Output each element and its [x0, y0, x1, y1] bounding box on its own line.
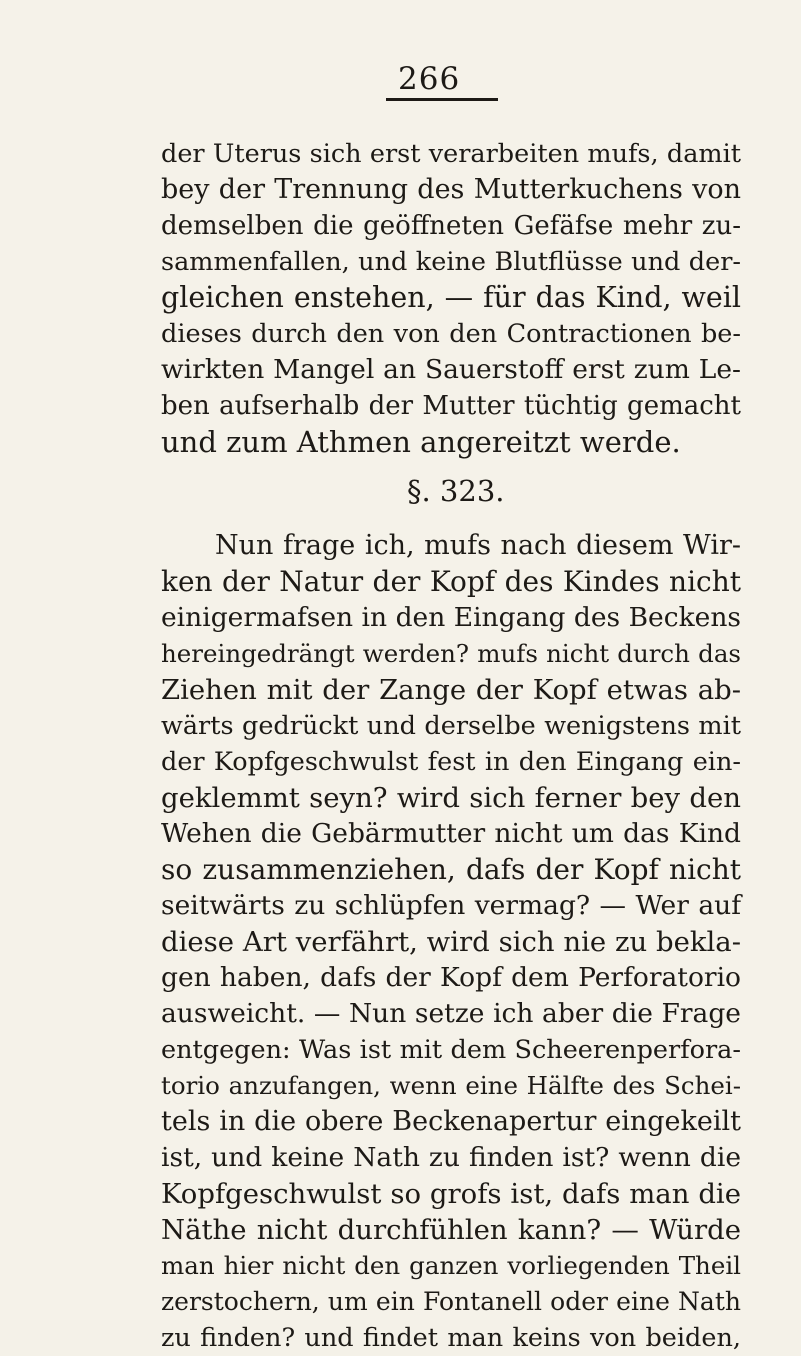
text-line: sammenfallen, und keine Blutflüsse und der-: [161, 247, 741, 277]
text-line: Wehen die Gebärmutter nicht um das Kind: [161, 818, 741, 849]
section-heading: §. 323.: [407, 474, 505, 508]
page-number: 266: [398, 61, 461, 97]
text-line: ist, und keine Nath zu finden ist? wenn die: [161, 1142, 741, 1173]
text-line: zu finden? und findet man keins von beiden,: [161, 1323, 741, 1353]
text-line: man hier nicht den ganzen vorliegenden Theil: [161, 1251, 741, 1280]
text-line: so zusammenziehen, dafs der Kopf nicht: [161, 853, 741, 886]
text-line: ben aufserhalb der Mutter tüchtig gemacht: [161, 391, 741, 421]
text-line: bey der Trennung des Mutterkuchens von: [161, 174, 741, 205]
text-line: Ziehen mit der Zange der Kopf etwas ab-: [161, 674, 741, 706]
text-line: hereingedrängt werden? mufs nicht durch das: [161, 639, 741, 668]
text-line: und zum Athmen angereitzt werde.: [161, 425, 681, 459]
text-line: einigermafsen in den Eingang des Beckens: [161, 602, 741, 633]
text-line: Kopfgeschwulst so grofs ist, dafs man die: [161, 1178, 741, 1210]
text-line: geklemmt seyn? wird sich ferner bey den: [161, 782, 741, 814]
text-line: gleichen enstehen, — für das Kind, weil: [161, 281, 741, 314]
text-line: dieses durch den von den Contractionen be-: [161, 319, 741, 349]
text-line: der Kopfgeschwulst fest in den Eingang ein-: [161, 747, 741, 777]
text-line: wärts gedrückt und derselbe wenigstens mit: [161, 711, 741, 741]
paragraph-section-323: [161, 528, 741, 1356]
text-line: demselben die geöffneten Gefäfse mehr zu-: [161, 211, 741, 241]
text-line: seitwärts zu schlüpfen vermag? — Wer auf: [161, 890, 741, 921]
text-line: der Uterus sich erst verarbeiten mufs, damit: [161, 139, 741, 169]
paragraph-continuation: [161, 136, 741, 460]
text-line: ausweicht. — Nun setze ich aber die Frage: [161, 998, 741, 1029]
text-line: wirkten Mangel an Sauerstoff erst zum Le-: [161, 354, 741, 385]
header-rule: [386, 98, 498, 101]
text-line: ken der Natur der Kopf des Kindes nicht: [161, 565, 741, 598]
text-line: torio anzufangen, wenn eine Hälfte des Schei-: [161, 1071, 741, 1100]
text-line: diese Art verfährt, wird sich nie zu bekla-: [161, 926, 741, 958]
text-line: Nun frage ich, mufs nach diesem Wir-: [215, 530, 741, 561]
text-line: gen haben, dafs der Kopf dem Perforatorio: [161, 962, 741, 993]
text-line: tels in die obere Beckenapertur eingekeilt: [161, 1106, 741, 1137]
text-line: zerstochern, um ein Fontanell oder eine Nath: [161, 1287, 741, 1316]
text-line: Näthe nicht durchfühlen kann? — Würde: [161, 1214, 741, 1246]
text-line: entgegen: Was ist mit dem Scheerenperfora-: [161, 1035, 741, 1065]
